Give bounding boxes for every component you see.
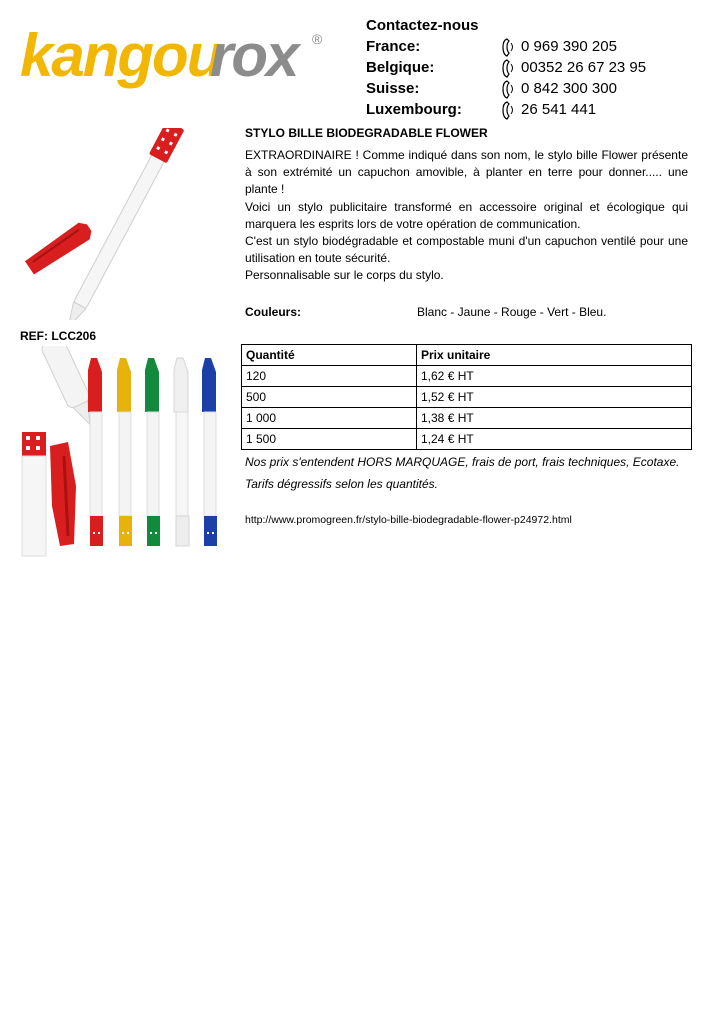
product-title: STYLO BILLE BIODEGRADABLE FLOWER	[245, 126, 488, 140]
kangourox-logo	[20, 20, 330, 92]
phone-icon	[502, 80, 516, 99]
contact-country: Luxembourg:	[366, 101, 462, 118]
table-row	[242, 408, 692, 429]
product-description	[245, 147, 688, 285]
pen-yellow	[117, 358, 132, 546]
cell-price: 1,62 € HT	[417, 366, 692, 387]
contact-phone-number[interactable]: 00352 26 67 23 95	[521, 59, 647, 76]
table-header-row	[242, 345, 692, 366]
colors-label: Couleurs:	[245, 305, 302, 319]
table-row	[242, 387, 692, 408]
contact-phone-number[interactable]: 0 842 300 300	[521, 80, 617, 97]
description-paragraph: Personnalisable sur le corps du stylo.	[245, 268, 444, 283]
pen-blue	[202, 358, 217, 546]
contact-phone-number[interactable]: 26 541 441	[521, 101, 597, 118]
logo-registered-mark: ®	[312, 31, 323, 47]
contact-row-luxembourg	[366, 101, 696, 121]
cell-quantity: 1 000	[242, 408, 417, 429]
logo-text-rox: rox	[210, 22, 298, 89]
contact-row-suisse	[366, 80, 696, 100]
table-row	[242, 429, 692, 450]
contact-country: Belgique:	[366, 59, 435, 76]
description-paragraph: EXTRAORDINAIRE ! Comme indiqué dans son nom, le stylo bille Flower présente à son extrémité un capuchon amovible, à planter en terre pour donner..... une plante !	[245, 148, 688, 197]
pen-red	[88, 358, 103, 546]
colors-value: Blanc - Jaune - Rouge - Vert - Bleu.	[417, 305, 607, 319]
product-image-color-variants	[20, 346, 225, 558]
description-paragraph: C'est un stylo biodégradable et compostable muni d'un capuchon ventilé pour une utilisation en toute sécurité.	[245, 234, 688, 266]
phone-icon	[502, 38, 516, 57]
contact-row-france	[366, 38, 696, 58]
pricing-note-line: Tarifs dégressifs selon les quantités.	[245, 477, 438, 491]
contact-row-belgique	[366, 59, 696, 79]
contact-title: Contactez-nous	[366, 17, 479, 34]
description-paragraph: Voici un stylo publicitaire transformé en accessoire original et écologique qui marquera les esprits lors de votre opération de communication.	[245, 199, 688, 231]
pen-green	[145, 358, 160, 546]
cell-price: 1,52 € HT	[417, 387, 692, 408]
product-url-link[interactable]: http://www.promogreen.fr/stylo-bille-biodegradable-flower-p24972.html	[245, 514, 572, 526]
cell-price: 1,38 € HT	[417, 408, 692, 429]
cell-quantity: 1 500	[242, 429, 417, 450]
contact-phone-number[interactable]: 0 969 390 205	[521, 38, 617, 55]
logo-text-kangou: kangou	[20, 22, 222, 89]
cell-quantity: 500	[242, 387, 417, 408]
product-image-pen	[20, 128, 225, 320]
phone-icon	[502, 101, 516, 120]
price-table	[241, 344, 692, 450]
table-row	[242, 366, 692, 387]
phone-icon	[502, 59, 516, 78]
header-unit-price: Prix unitaire	[417, 345, 692, 366]
product-reference: REF: LCC206	[20, 329, 97, 343]
contact-country: Suisse:	[366, 80, 420, 97]
cell-quantity: 120	[242, 366, 417, 387]
pen-white	[174, 358, 189, 546]
pricing-note-line: Nos prix s'entendent HORS MARQUAGE, frais de port, frais techniques, Ecotaxe.	[245, 455, 680, 469]
contact-country: France:	[366, 38, 421, 55]
cell-price: 1,24 € HT	[417, 429, 692, 450]
pricing-note	[245, 451, 690, 495]
header-quantity: Quantité	[242, 345, 417, 366]
